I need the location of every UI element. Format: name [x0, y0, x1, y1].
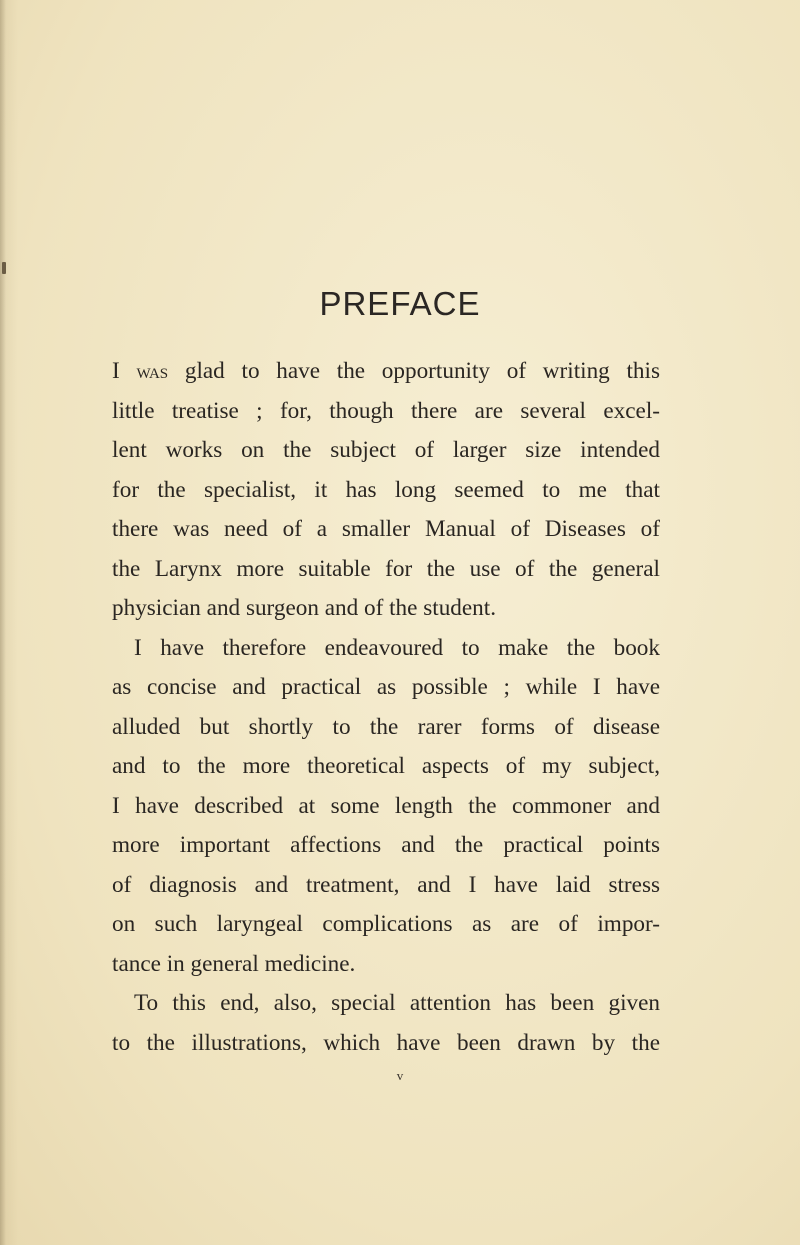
line-text: glad to have the opportunity of writing this — [168, 358, 660, 384]
page-number: v — [396, 1068, 404, 1083]
margin-mark — [2, 262, 6, 274]
text-line: and to the more theoretical aspects of my subject, — [112, 753, 660, 779]
preface-text — [112, 352, 660, 1063]
text-line: tance in general medicine. — [112, 950, 356, 977]
text-line: little treatise ; for, though there are several excel- — [112, 397, 660, 424]
text-line: for the specialist, it has long seemed to me that — [112, 476, 660, 503]
text-line: I have described at some length the commoner and — [112, 792, 660, 819]
text-line: to the illustrations, which have been drawn by the — [112, 1029, 660, 1056]
page-gutter-shadow — [0, 0, 6, 1245]
text-line: I have therefore endeavoured to make the book — [134, 634, 660, 661]
text-line: on such laryngeal complications as are of impor- — [112, 911, 660, 937]
text-line: lent works on the subject of larger size intended — [112, 437, 660, 463]
text-line: alluded but shortly to the rarer forms of disease — [112, 713, 660, 740]
text-line: physician and surgeon and of the student. — [112, 595, 497, 621]
lead-caps: I was — [112, 358, 169, 384]
text-line: the Larynx more suitable for the use of the general — [112, 555, 660, 582]
text-line: there was need of a smaller Manual of Diseases of — [112, 516, 660, 542]
text-line: of diagnosis and treatment, and I have laid stress — [112, 871, 660, 898]
text-line: more important affections and the practical points — [112, 832, 660, 858]
text-line — [112, 352, 660, 392]
text-line: as concise and practical as possible ; while I have — [112, 674, 660, 700]
page-heading: PREFACE — [319, 285, 481, 322]
text-line: To this end, also, special attention has been given — [134, 990, 660, 1016]
